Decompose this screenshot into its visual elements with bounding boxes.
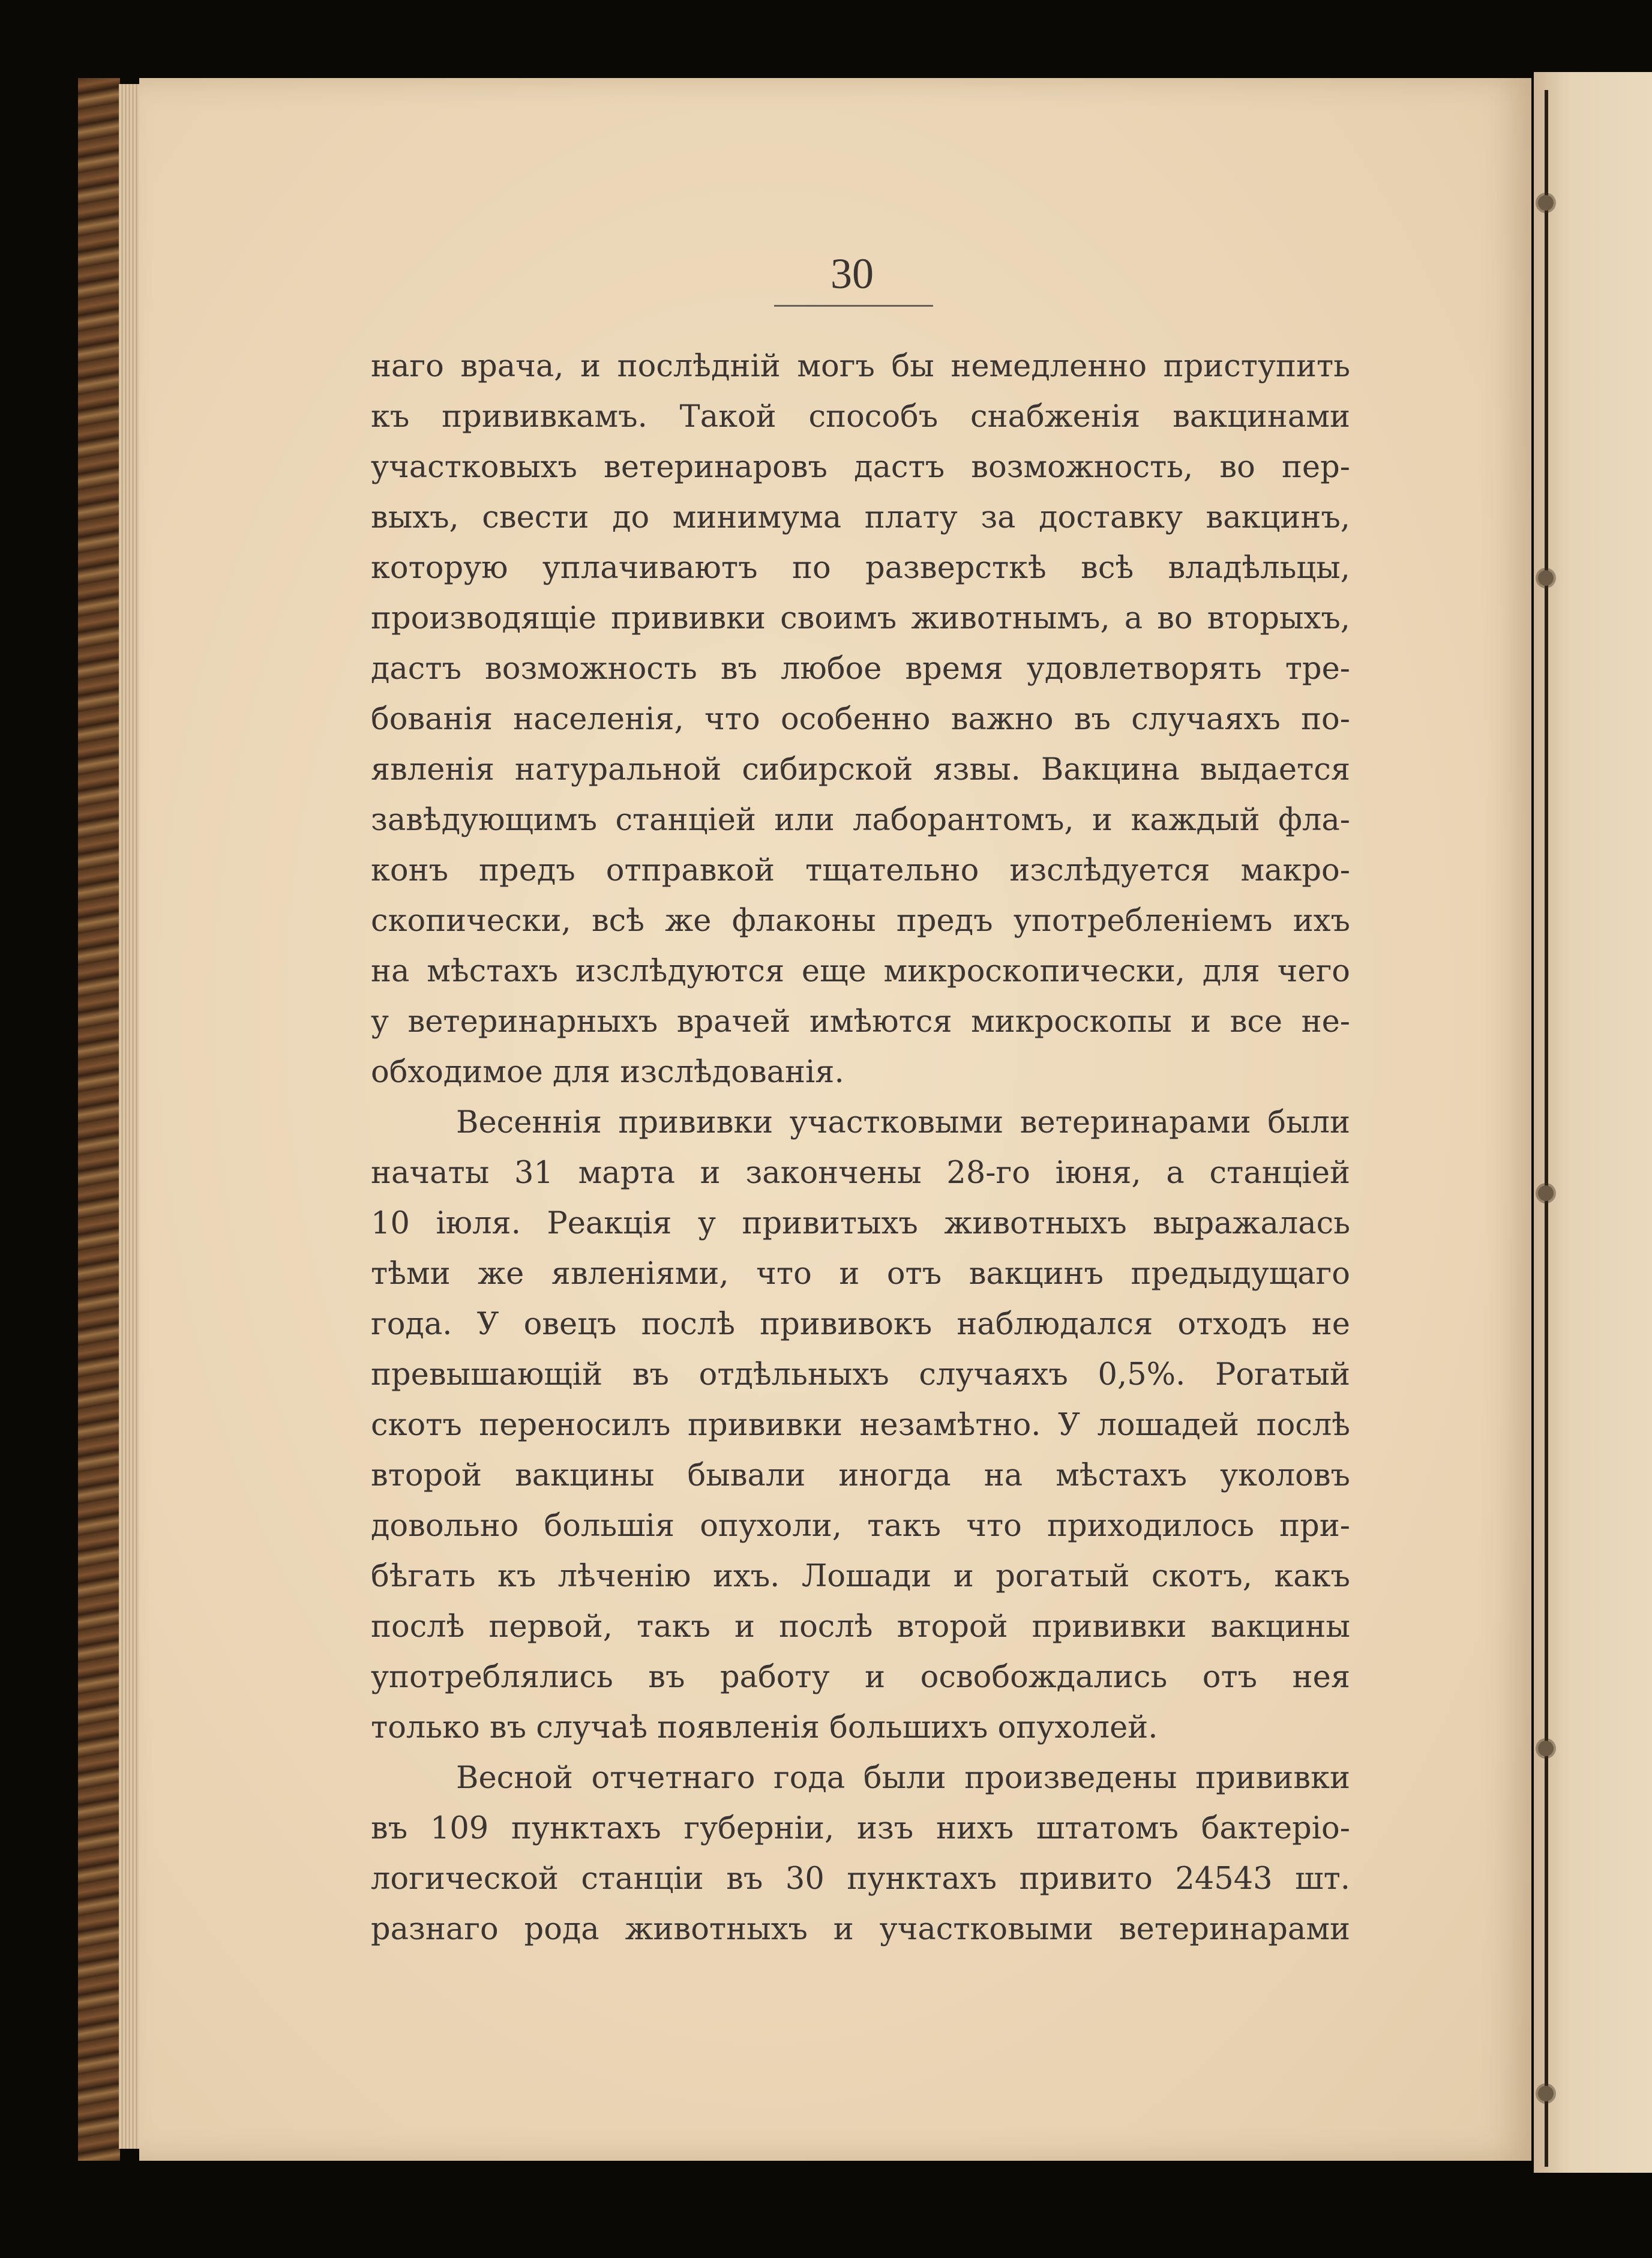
page-number-rule	[774, 305, 933, 307]
text-line: на мѣстахъ изслѣдуются еще микроскопически, для чего	[371, 954, 1350, 989]
text-line: разнаго рода животныхъ и участковыми ветеринарами	[371, 1912, 1350, 1947]
text-line: начаты 31 марта и закончены 28-го iюня, а станцiей	[371, 1155, 1350, 1191]
right-page-edge	[1534, 72, 1652, 2173]
book-spine	[78, 78, 120, 2161]
text-line: завѣдующимъ станцiей или лаборантомъ, и каждый фла-	[371, 802, 1350, 838]
page-number: 30	[831, 250, 874, 298]
binding-stitch	[1538, 1741, 1554, 1756]
text-line: обходимое для изслѣдованiя.	[371, 1055, 844, 1090]
binding-gutter	[1545, 90, 1548, 2167]
text-line: превышающiй въ отдѣльныхъ случаяхъ 0,5%. Рогатый	[371, 1357, 1350, 1392]
text-line: производящiе прививки своимъ животнымъ, а во вторыхъ,	[371, 601, 1350, 636]
text-line: участковыхъ ветеринаровъ дастъ возможность, во пер-	[371, 450, 1350, 485]
text-line: въ 109 пунктахъ губернiи, изъ нихъ штатомъ бактерiо-	[371, 1811, 1350, 1846]
text-line: выхъ, свести до минимума плату за доставку вакцинъ,	[371, 500, 1350, 535]
text-line: только въ случаѣ появленiя большихъ опухолей.	[371, 1710, 1158, 1745]
text-line: 10 iюля. Реакцiя у привитыхъ животныхъ выражалась	[371, 1206, 1350, 1241]
text-line: скопически, всѣ же флаконы предъ употребленiемъ ихъ	[371, 903, 1350, 939]
text-line: конъ предъ отправкой тщательно изслѣдуется макро-	[371, 853, 1350, 888]
text-line: бѣгать къ лѣченiю ихъ. Лошади и рогатый скотъ, какъ	[371, 1559, 1350, 1594]
text-line: Весной отчетнаго года были произведены прививки	[456, 1760, 1350, 1796]
text-line: къ прививкамъ. Такой способъ снабженiя вакцинами	[371, 399, 1350, 435]
text-line: бованiя населенiя, что особенно важно въ случаяхъ по-	[371, 702, 1350, 737]
text-line: довольно большiя опухоли, такъ что приходилось при-	[371, 1508, 1350, 1544]
text-line: у ветеринарныхъ врачей имѣются микроскопы и все не-	[371, 1004, 1350, 1040]
binding-stitch	[1538, 2086, 1554, 2101]
text-line: тѣми же явленiями, что и отъ вакцинъ предыдущаго	[371, 1256, 1350, 1292]
text-line: Весеннiя прививки участковыми ветеринарами были	[456, 1105, 1350, 1140]
text-line: явленiя натуральной сибирской язвы. Вакцина выдается	[371, 752, 1350, 787]
text-line: которую уплачиваютъ по разверсткѣ всѣ владѣльцы,	[371, 550, 1350, 586]
text-line: послѣ первой, такъ и послѣ второй прививки вакцины	[371, 1609, 1350, 1645]
text-line: года. У овецъ послѣ прививокъ наблюдался отходъ не	[371, 1307, 1350, 1342]
binding-stitch	[1538, 1185, 1554, 1201]
text-line: скотъ переносилъ прививки незамѣтно. У лошадей послѣ	[371, 1407, 1350, 1443]
text-line: употреблялись въ работу и освобождались отъ нея	[371, 1660, 1350, 1695]
text-line: второй вакцины бывали иногда на мѣстахъ уколовъ	[371, 1458, 1350, 1493]
text-line: дастъ возможность въ любое время удовлетворять тре-	[371, 651, 1350, 687]
text-line: наго врача, и послѣднiй могъ бы немедленно приступить	[371, 349, 1350, 384]
text-line: логической станцiи въ 30 пунктахъ привито 24543 шт.	[371, 1861, 1350, 1897]
binding-stitch	[1538, 195, 1554, 211]
binding-stitch	[1538, 570, 1554, 586]
